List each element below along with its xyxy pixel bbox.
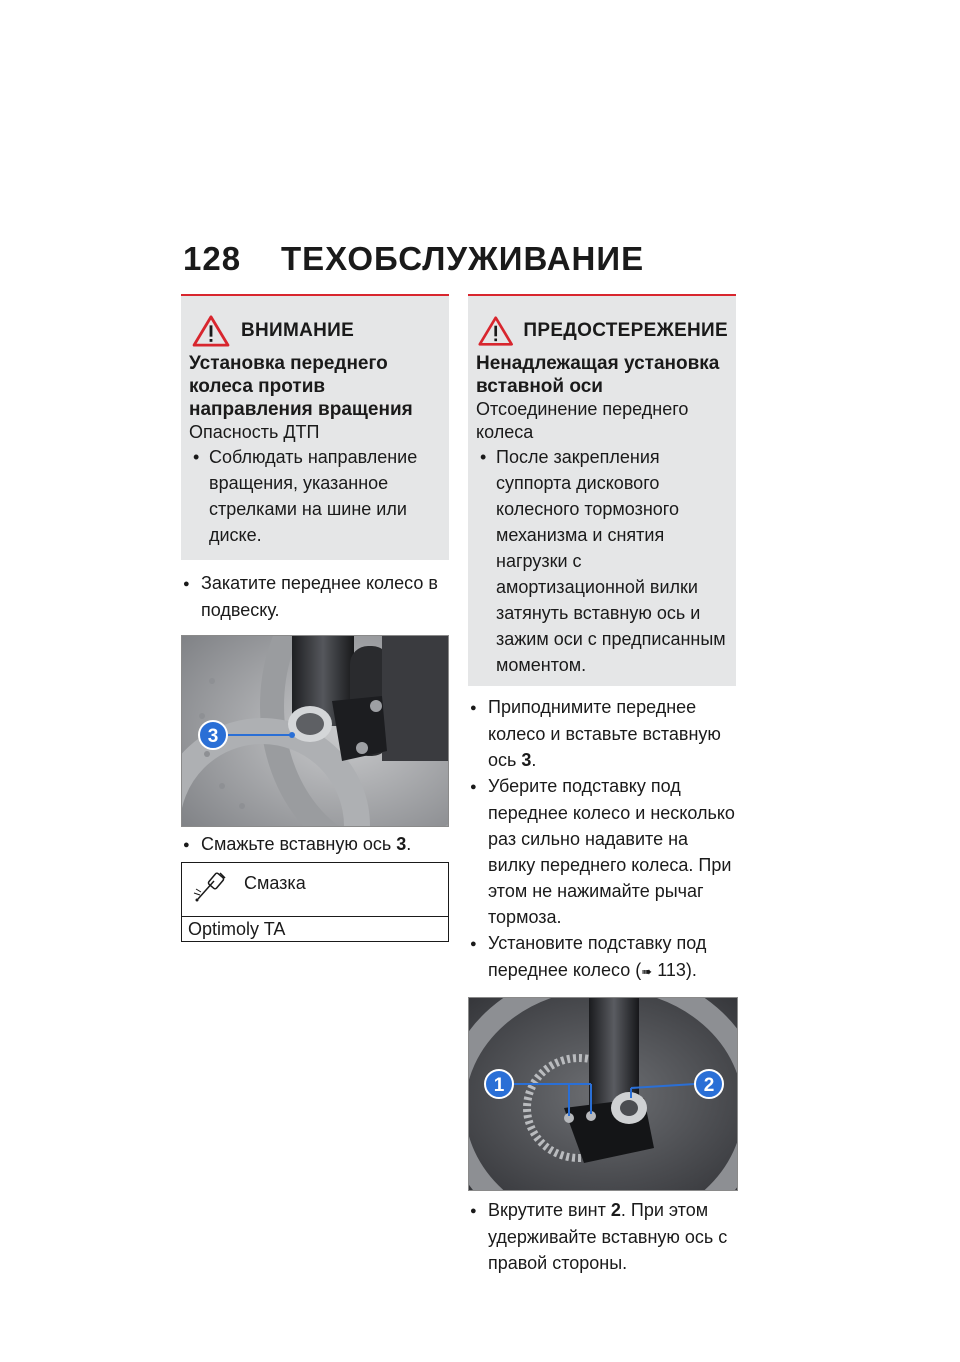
ref-number: 3 [521, 750, 532, 770]
step-text: Вкрутите винт [488, 1200, 606, 1220]
step-text: Приподнимите переднее колесо и вставьте вставную ось [488, 697, 721, 770]
ref-number: 2 [610, 1200, 621, 1220]
callout-2: 2 [703, 1075, 715, 1096]
step-lubricate-axle: ● Смажьте вставную ось 3. [181, 831, 449, 858]
notice-risk: Опасность ДТП [189, 422, 320, 442]
step-lift-wheel: ● Приподнимите переднее колесо и вставьте вставную ось 3. [468, 694, 736, 773]
step-text: Установите подставку под переднее колесо ( [488, 933, 707, 980]
callout-3: 3 [207, 726, 219, 747]
photo-axle-insertion [181, 635, 449, 827]
notice-label: ПРЕДОСТЕРЕЖЕНИЕ [523, 320, 728, 341]
photo-axle-screws [468, 997, 738, 1191]
lubricant-value: Optimoly TA [188, 919, 286, 939]
step-text: Смажьте вставную ось [201, 834, 392, 854]
page-header [183, 240, 644, 278]
notice-header [189, 314, 441, 348]
step-text-close: ). [685, 960, 697, 980]
notice-title: Ненадлежащая установка вставной оси [476, 353, 720, 397]
notice-label: ВНИМАНИЕ [241, 320, 355, 341]
left-column [181, 294, 449, 942]
right-column [468, 294, 736, 1276]
step-tighten-screw [468, 1197, 736, 1276]
lubricant-box [181, 862, 449, 942]
caution-notice [468, 294, 736, 686]
lubricant-label: Смазка [244, 873, 306, 893]
axle-illustration [182, 636, 449, 827]
notice-risk: Отсоединение переднего колеса [476, 399, 689, 442]
page-ref-arrow-icon: ➠ [641, 964, 653, 979]
step-install-stand [468, 930, 736, 985]
grease-gun-icon [192, 869, 230, 903]
attention-notice [181, 294, 449, 560]
step-text-rest: . При этом удерживайте вставную ось с правой стороны. [488, 1200, 728, 1273]
notice-title: Установка переднего колеса против направления вращения [189, 353, 413, 420]
step-roll-wheel: ● Закатите переднее колесо в подвеску. [181, 570, 449, 623]
lubricant-header [182, 863, 448, 917]
callout-1: 1 [493, 1075, 505, 1096]
notice-header [476, 314, 728, 348]
step-remove-stand: ● Уберите подставку под переднее колесо и несколько раз сильно надавите на вилку переднего колеса. При этом не нажимайте рычаг тормоза. [468, 773, 736, 930]
notice-bullet: • После закрепления суппорта дискового колесного тормозного механизма и снятия нагрузки с амортизационной вилки затянуть вставную ось и зажим оси с предписанным моментом. [476, 444, 728, 678]
ref-number: 3 [396, 834, 407, 854]
section-title: ТЕХОБСЛУЖИВАНИЕ [281, 240, 645, 277]
warning-triangle-icon [191, 315, 231, 347]
page-ref-link[interactable]: 113 [657, 960, 686, 980]
notice-bullet: • Соблюдать направление вращения, указанное стрелками на шине или диске. [189, 444, 441, 548]
warning-triangle-icon [478, 315, 513, 347]
axle-screws-illustration [469, 998, 738, 1191]
page-number: 128 [183, 240, 242, 277]
